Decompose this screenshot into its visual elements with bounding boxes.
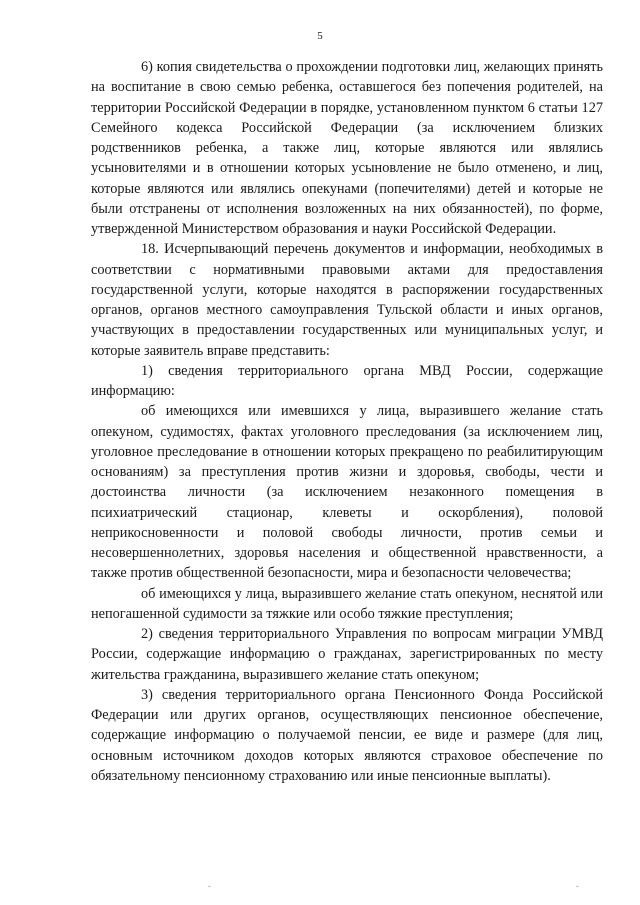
paragraph-criminal-records: об имеющихся или имевшихся у лица, выразившего желание стать опекуном, судимостях, фактах уголовного преследования (за исключением лиц, уголовное преследование в отношении которых прекращено по реабилитирующим основаниям) за преступления против жизни и здоровья, свободы, чести и достоинства личности (за исключением незаконного помещения в психиатрический стационар, клеветы и оскорбления), половой неприкосновенности и половой свободы личности, против семьи и несовершеннолетних, здоровья населения и общественной нравственности, а также против общественной безопасности, мира и безопасности человечества; [91, 403, 603, 582]
document-body [91, 57, 603, 786]
paragraph-item-18: 18. Исчерпывающий перечень документов и информации, необходимых в соответствии с нормативными правовыми актами для предоставления государственной услуги, которые находятся в распоряжении государственных органов, органов местного самоуправления Тульской области и иных органов, участвующих в предоставлении государственных или муниципальных услуг, и которые заявитель вправе представить: [91, 241, 603, 359]
page-number: 5 [317, 30, 323, 42]
scan-mark [208, 886, 211, 887]
paragraph-convictions: об имеющихся у лица, выразившего желание стать опекуном, неснятой или непогашенной судимости за тяжкие или особо тяжкие преступления; [91, 585, 603, 622]
paragraph-subitem-2: 2) сведения территориального Управления по вопросам миграции УМВД России, содержащие информацию о гражданах, зарегистрированных по месту жительства гражданина, выразившего желание стать опекуном; [91, 626, 603, 683]
paragraph-item-6: 6) копия свидетельства о прохождении подготовки лиц, желающих принять на воспитание в свою семью ребенка, оставшегося без попечения родителей, на территории Российской Федерации в порядке, установленном пунктом 6 статьи 127 Семейного кодекса Российской Федерации (за исключением близких родственников ребенка, а также лиц, которые являются или являлись усыновителями и в отношении которых усыновление не было отменено, и лиц, которые являются или являлись опекунами (попечителями) детей и которые не были отстранены от исполнения возложенных на них обязанностей), по форме, утвержденной Министерством образования и науки Российской Федерации. [91, 59, 603, 237]
paragraph-subitem-3: 3) сведения территориального органа Пенсионного Фонда Российской Федерации или других органов, осуществляющих пенсионное обеспечение, содержащие информацию о получаемой пенсии, ее виде и размере (для лиц, основным источником доходов которых являются страховое обеспечение по обязательному пенсионному страхованию или иные пенсионные выплаты). [91, 686, 603, 784]
paragraph-subitem-1: 1) сведения территориального органа МВД России, содержащие информацию: [91, 362, 603, 399]
scan-mark [576, 886, 579, 887]
